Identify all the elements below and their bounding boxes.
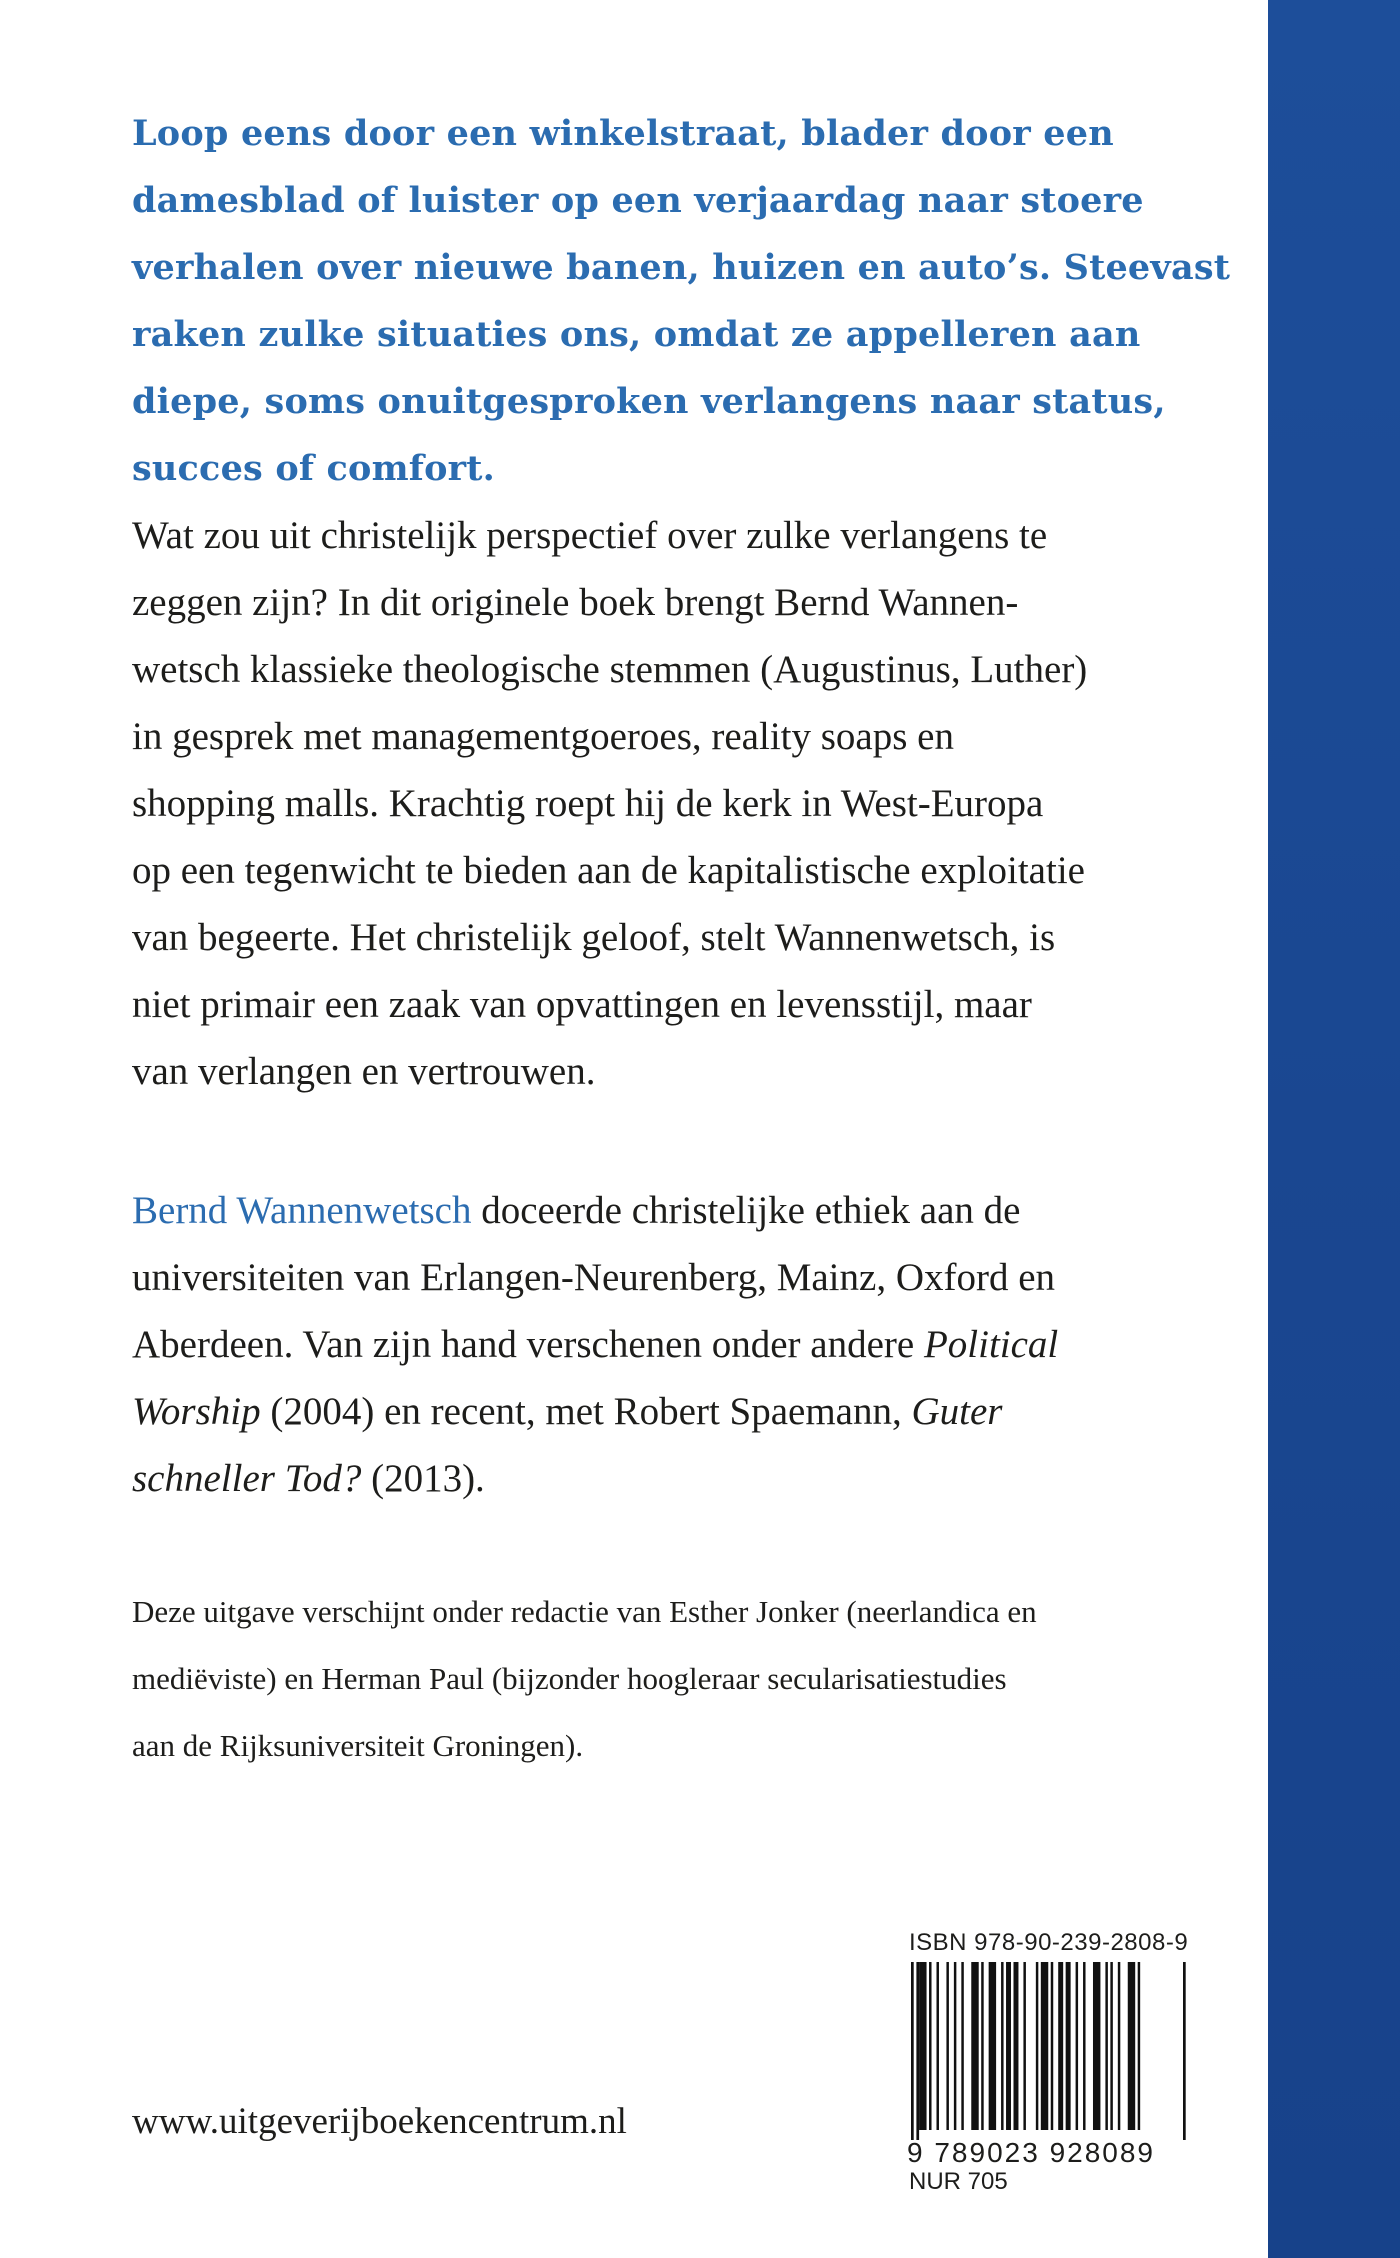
bio-text: universiteiten van Erlangen-Neurenberg, Mainz, Oxford en xyxy=(132,1256,1056,1299)
intro-line: succes of comfort. xyxy=(132,448,495,489)
back-cover-text xyxy=(132,100,1232,1779)
barcode-bar xyxy=(1105,1962,1107,2130)
isbn-number: ISBN 978-90-239-2808-9 xyxy=(909,1929,1189,1956)
bio-text: (2004) en recent, met Robert Spaemann, xyxy=(260,1390,912,1433)
barcode-bar xyxy=(1118,1962,1120,2130)
barcode-bar xyxy=(989,1962,996,2130)
author-bio xyxy=(132,1177,1232,1512)
book-title: Worship xyxy=(132,1390,261,1433)
barcode-bar xyxy=(1066,1962,1071,2130)
description-line: shopping malls. Krachtig roept hij de kerk in West-Europa xyxy=(132,782,1044,825)
description-line: van begeerte. Het christelijk geloof, stelt Wannenwetsch, is xyxy=(132,916,1056,959)
intro-line: damesblad of luister op een verjaardag naar stoere xyxy=(132,180,1144,221)
publisher-website[interactable]: www.uitgeverijboekencentrum.nl xyxy=(132,2101,627,2142)
intro-line: raken zulke situaties ons, omdat ze appelleren aan xyxy=(132,314,1141,355)
barcode-bar xyxy=(1183,1962,1186,2140)
description-line: zeggen zijn? In dit originele boek brengt Bernd Wannen- xyxy=(132,581,1019,624)
book-description xyxy=(132,502,1232,1105)
intro-line: diepe, soms onuitgesproken verlangens naar status, xyxy=(132,381,1166,422)
editors-line: aan de Rijksuniversiteit Groningen). xyxy=(132,1728,584,1763)
barcode-bar xyxy=(1006,1962,1011,2130)
description-line: op een tegenwicht te bieden aan de kapitalistische exploitatie xyxy=(132,849,1085,892)
author-name: Bernd Wannenwetsch xyxy=(132,1189,472,1232)
isbn-barcode-block xyxy=(907,1928,1193,2196)
barcode-bar xyxy=(1058,1962,1063,2130)
barcode-bar xyxy=(1110,1962,1112,2130)
description-line: niet primair een zaak van opvattingen en levensstijl, maar xyxy=(132,983,1032,1026)
barcode-bar xyxy=(1076,1962,1078,2130)
barcode-bar xyxy=(936,1962,938,2130)
barcode-bar xyxy=(1138,1962,1140,2130)
bio-text: (2013). xyxy=(361,1457,485,1500)
barcode-bar xyxy=(929,1962,931,2130)
barcode-bar xyxy=(1083,1962,1085,2130)
barcode-bar xyxy=(954,1962,956,2130)
barcode-icon xyxy=(907,1962,1191,2140)
bio-text: Aberdeen. Van zijn hand verschenen onder andere xyxy=(132,1323,924,1366)
barcode-bar xyxy=(1036,1962,1038,2130)
bio-text: doceerde christelijke ethiek aan de xyxy=(471,1189,1021,1232)
blue-spine-strip xyxy=(1268,0,1400,2258)
book-title: Guter xyxy=(911,1390,1003,1433)
barcode-bar xyxy=(946,1962,948,2130)
barcode-bar xyxy=(911,1962,914,2140)
description-line: van verlangen en vertrouwen. xyxy=(132,1050,596,1093)
ean-digits: 9 789023 928089 xyxy=(907,2137,1155,2168)
book-title: schneller Tod? xyxy=(132,1457,362,1500)
barcode-bar xyxy=(1001,1962,1003,2130)
barcode-bar xyxy=(1013,1962,1018,2130)
barcode-bar xyxy=(1093,1962,1100,2130)
description-line: Wat zou uit christelijk perspectief over zulke verlangens te xyxy=(132,514,1048,557)
editors-line: Deze uitgave verschijnt onder redactie van Esther Jonker (neerlandica en xyxy=(132,1594,1037,1629)
barcode-bar xyxy=(916,1962,919,2140)
description-line: wetsch klassieke theologische stemmen (Augustinus, Luther) xyxy=(132,648,1088,691)
intro-line: Loop eens door een winkelstraat, blader door een xyxy=(132,113,1114,154)
editors-note xyxy=(132,1578,1232,1779)
description-line: in gesprek met managementgoeroes, reality soaps en xyxy=(132,715,954,758)
editors-line: mediëviste) en Herman Paul (bijzonder hoogleraar secularisatiestudies xyxy=(132,1661,1007,1696)
barcode-bar xyxy=(1041,1962,1048,2130)
intro-line: verhalen over nieuwe banen, huizen en auto’s. Steevast xyxy=(132,247,1231,288)
barcode-bar xyxy=(971,1962,978,2130)
nur-code: NUR 705 xyxy=(909,2168,1008,2195)
barcode-bar xyxy=(981,1962,983,2130)
intro-blurb xyxy=(132,100,1232,502)
barcode-bar xyxy=(1128,1962,1135,2130)
book-title: Political xyxy=(923,1323,1059,1366)
barcode-bar xyxy=(1051,1962,1053,2130)
barcode-bar xyxy=(919,1962,926,2130)
barcode-bar xyxy=(1023,1962,1025,2130)
barcode-bar xyxy=(961,1962,963,2130)
